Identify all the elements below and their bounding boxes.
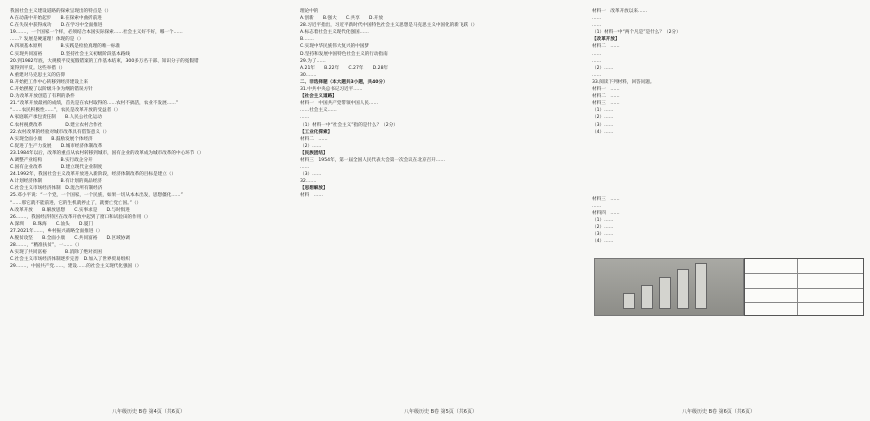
text-line: A.改革开放 B.解放思想 C.实事求是 D.与时俱进 <box>10 207 130 213</box>
text-line: 材料二 …… <box>592 94 620 100</box>
text-line: “……农民积极性……”，农民是改革开放的受益者（） <box>10 108 121 114</box>
text-line: …… <box>300 115 310 121</box>
section-heading: 【改革开放】 <box>592 37 620 43</box>
section-heading: 【民族团结】 <box>300 150 328 156</box>
text-line: C.社会主义市场经济体制逐步完善 D.加入了世界贸易组织 <box>10 257 130 263</box>
photo-bar <box>677 269 689 309</box>
text-line: 32.…… <box>300 179 317 185</box>
table-row <box>745 274 863 289</box>
text-line: 材料三 …… <box>592 101 620 107</box>
text-line: 19.……，一个国家一个样，必须结合本国实际探索……社会主义好不好，哪一个…… <box>10 30 183 36</box>
table-row <box>745 259 863 274</box>
text-line: B.开始把工作中心转移到经济建设上来 <box>10 79 89 85</box>
text-line: （2）…… <box>592 225 614 231</box>
page-6-column <box>592 8 862 406</box>
page-footer: 八年级历史 B卷 第4页（共6页） <box>112 409 185 415</box>
text-line: …… <box>592 16 602 22</box>
text-line: 27.2021年……，乡村振兴战略全面推进（） <box>10 228 103 234</box>
text-line: …… <box>592 51 602 57</box>
section-heading: 【社会主义道路】 <box>300 94 337 100</box>
text-line: 29.为了…… <box>300 58 326 64</box>
text-line: A.计划经济体制 B.有计划的商品经济 <box>10 179 102 185</box>
bar-sculpture-photo <box>594 258 744 316</box>
text-line: …… <box>592 72 602 78</box>
text-line: （2）…… <box>300 143 322 149</box>
text-line: 材料三 1954年，第一届全国人民代表大会第一次会议在北京召开…… <box>300 157 445 163</box>
text-line: 24.1992年，我国社会主义改革开放进入新阶段，经济体制改革的目标是建立（） <box>10 172 176 178</box>
text-line: 20.到1982年底，大规模平反冤假错案的工作基本结束，300多万名干部、知识分子的冤假错 <box>10 58 199 64</box>
text-line: （1）…… <box>592 217 614 223</box>
section-heading: 【思想解放】 <box>300 186 328 192</box>
text-line: （4）…… <box>592 239 614 245</box>
table-divider <box>797 259 798 315</box>
text-line: A.深圳 B.珠海 C.汕头 D.厦门 <box>10 221 94 227</box>
page-5-column <box>300 8 584 406</box>
text-line: 材料一 中国共产党带领中国人民…… <box>300 101 379 107</box>
text-line: 材料一 改革开放以来…… <box>592 9 648 14</box>
text-line: 材料二 …… <box>300 136 328 142</box>
text-line: ……？发展是硬道理！体现的是（） <box>10 37 84 43</box>
table-row <box>745 303 863 317</box>
section-heading: 【工业化探索】 <box>300 129 333 135</box>
text-line: 30.…… <box>300 72 317 78</box>
text-line: A.21年 B.22年 C.27年 D.28年 <box>300 65 389 71</box>
data-table-image <box>744 258 864 316</box>
table-row <box>745 289 863 304</box>
text-line: A.脱贫攻坚 B.全面小康 C.共同富裕 D.区域协调 <box>10 236 130 241</box>
text-line: A.标志着社会主义现代化强国…… <box>300 30 369 36</box>
photo-bar <box>695 263 707 309</box>
page-4-column <box>10 8 292 406</box>
text-line: （2）…… <box>592 115 614 121</box>
text-line: ……社会主义…… <box>300 108 337 114</box>
text-line: 材料二 …… <box>592 44 620 50</box>
text-line: A.调整产业结构 B.实行政企分开 <box>10 157 93 163</box>
text-line: 25.邓小平说：“一个党，一个国家，一个民族，如果一切从本本出发，思想僵化……” <box>10 193 183 199</box>
text-line: 21.“改革开放最初的成绩，首先是在农村取得的……农村不搞活，农业不发展……” <box>10 101 179 107</box>
text-line: D.坚持和发展中国特色社会主义的行动指南 <box>300 51 388 57</box>
text-line: 28.习近平指出，习近平新时代中国特色社会主义思想是马克思主义中国化的新飞跃（） <box>300 23 478 29</box>
text-line: 材料 …… <box>300 193 323 199</box>
section-heading: 二、非选择题（本大题共3小题，共40分） <box>300 79 388 85</box>
text-line: 材料三 …… <box>592 196 620 202</box>
text-line: C.农村税费改革 D.建立农村合作社 <box>10 122 103 128</box>
text-line: （4）…… <box>592 129 614 135</box>
text-line: C.在失误中获得成功 D.在学习中全面推进 <box>10 23 103 29</box>
text-line: 案得到平反。这些举措（） <box>10 65 66 71</box>
text-line: 22.农村改革的经验对城市改革具有借鉴意义（） <box>10 129 110 135</box>
text-line: 我国社会主义建设道路的探索呈现出的特点是（） <box>10 9 112 14</box>
text-line: C.促进了生产力发展 D.城市经济体制改革 <box>10 143 103 149</box>
text-line: C.实现中华民族伟大复兴的中国梦 <box>300 44 369 50</box>
text-line: （3）…… <box>592 122 614 128</box>
text-line: 28.……，“精准扶贫”，一……（） <box>10 243 82 249</box>
photo-bar <box>641 285 653 309</box>
text-line: 材料四 …… <box>592 210 620 216</box>
text-line: （2）…… <box>592 65 614 71</box>
text-line: 23.1984年以后，改革的重点从农村转移到城市，国有企业的改革成为城市改革的中心环节（） <box>10 150 204 156</box>
text-line: C.国有企业改革 D.建立现代企业制度 <box>10 165 103 171</box>
text-line: C.实现共同富裕 D.坚持社会主义初级阶段基本路线 <box>10 51 130 57</box>
text-line: …… <box>592 23 602 29</box>
photo-bar <box>623 293 635 309</box>
text-line: 理论中的 <box>300 9 319 14</box>
text-line: A.实现了共同富裕 B.消除了绝对贫困 <box>10 250 102 256</box>
text-line: A.实现全面小康 B.鼓励发展个体经济 <box>10 136 93 142</box>
text-line: A.家庭联产承包责任制 B.人民公社化运动 <box>10 115 102 121</box>
text-line: D.为改革开放创造了有利的条件 <box>10 94 75 100</box>
text-line: （1）材料一中“两个凡是”是什么？（2分） <box>592 30 681 36</box>
text-line: 材料一 …… <box>592 87 620 93</box>
text-line: （1）材料一中“社会主义”指的是什么？（2分） <box>300 122 398 128</box>
text-line: “……那它就不能前进，它的生机就停止了，就要亡党亡国。”（） <box>10 200 142 206</box>
text-line: 26.……，我国经济特区在改革开放中起到了窗口和试验田的作用（） <box>10 214 151 220</box>
text-line: （1）…… <box>592 108 614 114</box>
text-line: A.在动荡中开始起步 B.在探索中曲折前进 <box>10 16 102 22</box>
text-line: 29.……，中国共产党……，建设……的社会主义现代化强国（） <box>10 264 142 270</box>
text-line: 31.中共中央总书记习近平…… <box>300 87 363 93</box>
text-line: （3）…… <box>300 172 322 178</box>
text-line: A.四项基本原则 B.实践是检验真理的唯一标准 <box>10 44 121 50</box>
page-footer: 八年级历史 B卷 第6页（共6页） <box>682 409 755 415</box>
text-line: C.开始摆脱了以阶级斗争为纲的错误方针 <box>10 87 93 93</box>
text-line: A.创新 B.强大 C.共享 D.开放 <box>300 16 384 22</box>
text-line: A.重建对马克思主义的信仰 <box>10 72 66 78</box>
text-line: B.…… <box>300 37 314 43</box>
text-line: 33.阅读下列材料，回答问题。 <box>592 79 655 85</box>
text-line: …… <box>592 203 602 209</box>
text-line: …… <box>300 165 310 171</box>
image-spacer <box>592 136 862 196</box>
text-line: （3）…… <box>592 232 614 238</box>
page-footer: 八年级历史 B卷 第5页（共6页） <box>404 409 477 415</box>
text-line: C.社会主义市场经济体制 D.混合所有制经济 <box>10 186 103 192</box>
photo-bar <box>659 277 671 309</box>
text-line: …… <box>592 58 602 64</box>
